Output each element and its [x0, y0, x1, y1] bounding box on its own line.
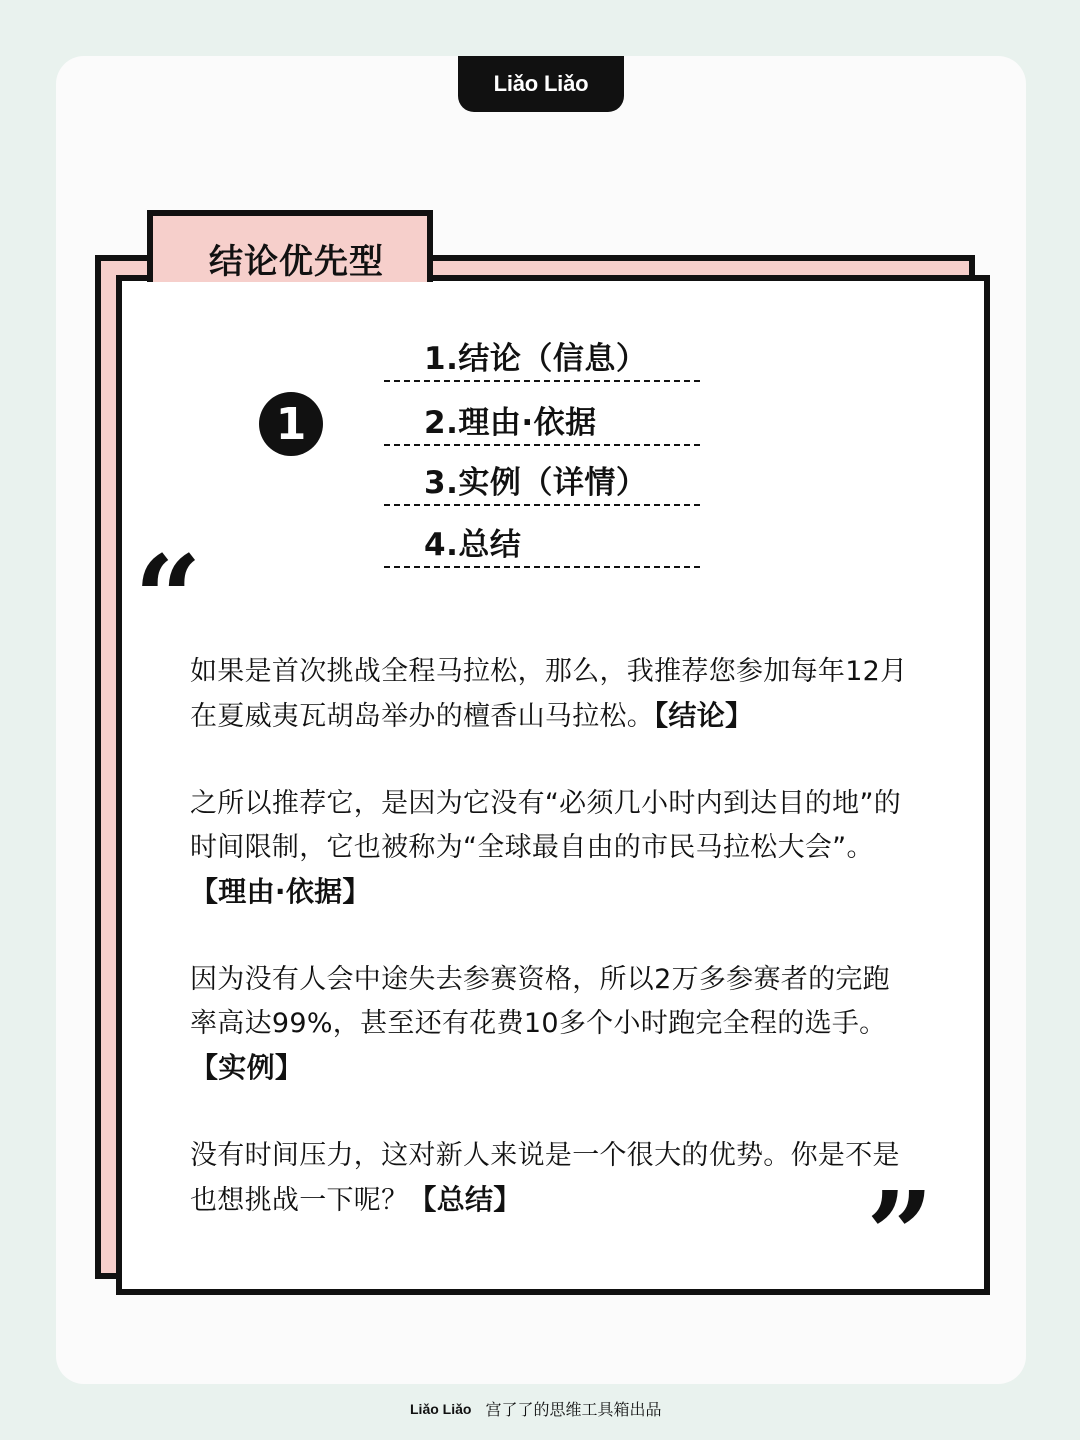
- paragraph-summary: [190, 1134, 910, 1223]
- paragraph-example: [190, 958, 910, 1091]
- outline-item: [384, 464, 700, 506]
- paragraph-tag: 【结论】: [654, 699, 754, 732]
- step-number-badge: 1: [259, 392, 323, 456]
- brand-logo-text: Liǎo Liǎo: [493, 71, 589, 96]
- footer: [410, 1397, 661, 1420]
- section-title-tab: [147, 210, 433, 282]
- paragraph-reason: [190, 782, 910, 915]
- paragraph-text: 如果是首次挑战全程马拉松，那么，我推荐您参加每年12月在夏威夷瓦胡岛举办的檀香山马拉松。: [190, 656, 908, 732]
- paragraph-text: 没有时间压力，这对新人来说是一个很大的优势。你是不是也想挑战一下呢？: [190, 1140, 900, 1216]
- paragraph-conclusion: [190, 650, 910, 739]
- outline-item: [384, 340, 700, 382]
- outline-item-label: 1.结论（信息）: [424, 341, 648, 377]
- paragraph-tag: 【理由·依据】: [190, 875, 371, 908]
- section-title: 结论优先型: [209, 242, 384, 282]
- paragraph-text: 因为没有人会中途失去参赛资格，所以2万多参赛者的完跑率高达99%，甚至还有花费10多个小时跑完全程的选手。: [190, 964, 890, 1039]
- paragraph-tag: 【总结】: [408, 1183, 522, 1216]
- footer-logo: Liǎo Liǎo: [410, 1400, 472, 1417]
- outline-item: [384, 404, 700, 446]
- paragraph-tag: 【实例】: [190, 1051, 304, 1084]
- paragraph-text: 之所以推荐它，是因为它没有“必须几小时内到达目的地”的时间限制，它也被称为“全球最自由的市民马拉松大会”。: [190, 788, 902, 863]
- brand-logo: [458, 56, 624, 112]
- outline-item-label: 3.实例（详情）: [424, 465, 648, 501]
- outline-item-label: 4.总结: [424, 527, 522, 563]
- outline-item: [384, 526, 700, 568]
- close-quote-icon: ”: [866, 1165, 934, 1304]
- outline-item-label: 2.理由·依据: [424, 405, 597, 441]
- open-quote-icon: “: [134, 529, 202, 668]
- footer-tagline: 宫了了的思维工具箱出品: [485, 1400, 662, 1419]
